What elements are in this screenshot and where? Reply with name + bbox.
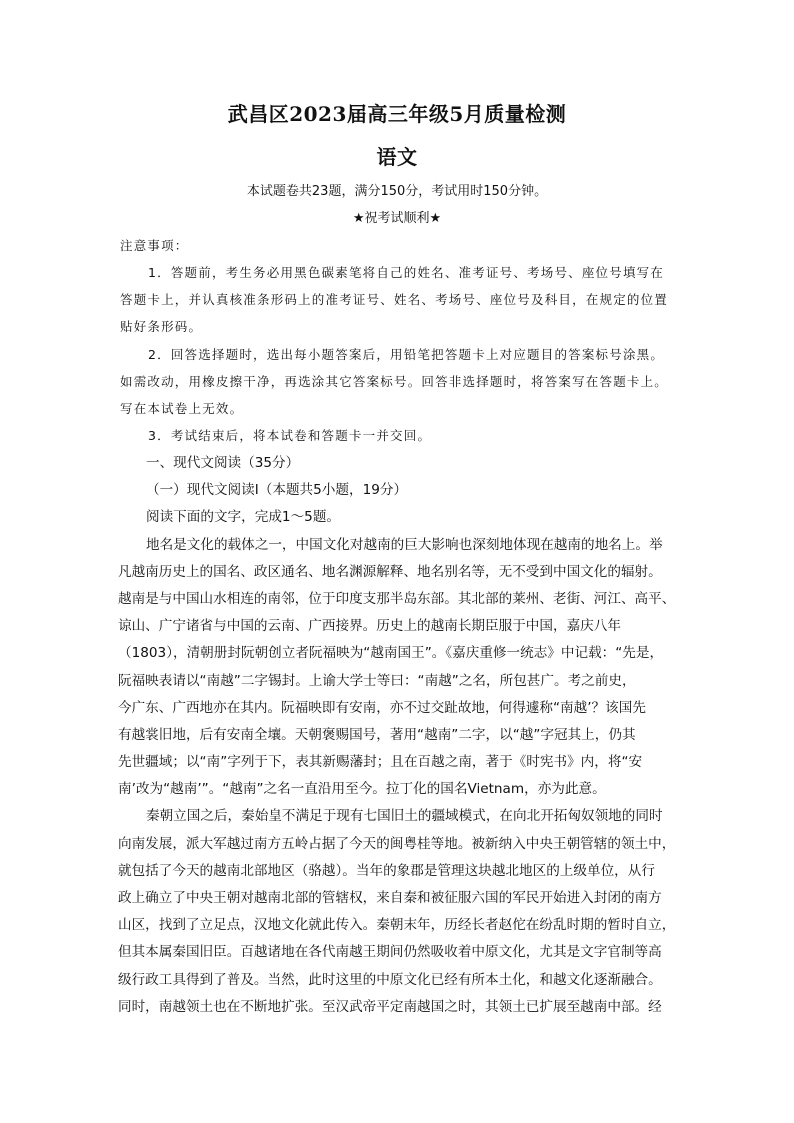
passage-line: 山区，找到了立足点，汉地文化就此传入。秦朝末年，历经长者赵佗在纷乱时期的暂时自立， bbox=[118, 917, 676, 934]
passage-line: 秦朝立国之后，秦始皇不满足于现有七国旧土的疆域模式，在向北开拓匈奴领地的同时 bbox=[146, 808, 663, 825]
notice-line: 贴好条形码。 bbox=[120, 319, 203, 334]
passage-line: 级行政工具得到了普及。当然，此时这里的中原文化已经有所本土化，和越文化逐渐融合。 bbox=[118, 971, 662, 988]
passage-line: 地名是文化的载体之一，中国文化对越南的巨大影响也深刻地体现在越南的地名上。举 bbox=[146, 536, 663, 553]
exam-info: 本试题卷共23题，满分150分，考试用时150分钟。 bbox=[246, 184, 548, 199]
exam-title: 武昌区2023届高三年级5月质量检测 bbox=[227, 102, 567, 126]
passage-line: 阮福映表请以“南越”二字锡封。上谕大学士等曰：“南越”之名，所包甚广。考之前史， bbox=[118, 672, 636, 689]
reading-instruction: 阅读下面的文字，完成1～5题。 bbox=[146, 509, 341, 526]
notice-heading: 注意事项： bbox=[120, 238, 189, 253]
passage-line: 同时，南越领土也在不断地扩张。至汉武帝平定南越国之时，其领土已扩展至越南中部。经 bbox=[118, 998, 662, 1015]
section-heading: 一、现代文阅读（35分） bbox=[146, 455, 300, 471]
passage-paragraph-2 bbox=[118, 803, 686, 1021]
notice-line: 如需改动，用橡皮擦干净，再选涂其它答案标号。回答非选择题时，将答案写在答题卡上。 bbox=[120, 374, 669, 389]
passage-line: 政上确立了中央王朝对越南北部的管辖权，来自秦和被征服六国的军民开始进入封闭的南方 bbox=[118, 890, 662, 906]
passage-line: 就包括了今天的越南北部地区（骆越）。当年的象郡是管理这块越北地区的上级单位，从行 bbox=[118, 862, 655, 879]
notice-line: 2．回答选择题时，选出每小题答案后，用铅笔把答题卡上对应题目的答案标号涂黑。 bbox=[148, 347, 665, 362]
passage-line: 向南发展，派大军越过南方五岭占据了今天的闽粤桂等地。被新纳入中央王朝管辖的领土中， bbox=[118, 835, 676, 852]
passage-paragraph-1 bbox=[118, 532, 686, 804]
passage-line: 凡越南历史上的国名、政区通名、地名渊源解释、地名别名等，无不受到中国文化的辐射。 bbox=[118, 563, 662, 580]
passage-line: 有越裳旧地，后有安南全壤。天朝褒赐国号，著用“越南”二字，以“越”字冠其上，仍其 bbox=[118, 726, 636, 743]
subject-title: 语文 bbox=[376, 145, 418, 169]
subsection-heading: （一）现代文阅读I（本题共5小题，19分） bbox=[146, 482, 408, 499]
exam-wish: ★祝考试顺利★ bbox=[352, 211, 442, 226]
passage-line: 但其本属秦国旧臣。百越诸地在各代南越王期间仍然吸收着中原文化，尤其是文字官制等高 bbox=[118, 944, 662, 961]
notice-line: 3．考试结束后，将本试卷和答题卡一并交回。 bbox=[148, 428, 432, 443]
passage-line: 越南是与中国山水相连的南邻，位于印度支那半岛东部。其北部的莱州、老街、河江、高平、 bbox=[118, 590, 676, 607]
notice-line: 写在本试卷上无效。 bbox=[120, 401, 244, 416]
reading-section bbox=[118, 450, 686, 1021]
passage-line: 谅山、广宁诸省与中国的云南、广西接界。历史上的越南长期臣服于中国，嘉庆八年 bbox=[118, 618, 621, 635]
passage-line: 先世疆域；以“南”字列于下，表其新赐藩封；且在百越之南，著于《时宪书》内，将“安 bbox=[118, 754, 643, 771]
notice-line: 1．答题前，考生务必用黑色碳素笔将自己的姓名、准考证号、考场号、座位号填写在 bbox=[148, 265, 665, 280]
passage-line: （1803），清朝册封阮朝创立者阮福映为“越南国王”。《嘉庆重修一统志》中记载：“先是， bbox=[118, 645, 664, 662]
passage-line: 南’改为“越南’”。“越南”之名一直沿用至今。拉丁化的国名Vietnam，亦为此意。 bbox=[118, 781, 606, 798]
notice-section bbox=[120, 232, 680, 449]
passage-line: 今广东、广西地亦在其内。阮福映即有安南，亦不过交趾故地，何得遽称“南越’？该国先 bbox=[118, 699, 646, 716]
notice-line: 答题卡上，并认真核准条形码上的准考证号、姓名、考场号、座位号及科目，在规定的位置 bbox=[120, 292, 669, 307]
